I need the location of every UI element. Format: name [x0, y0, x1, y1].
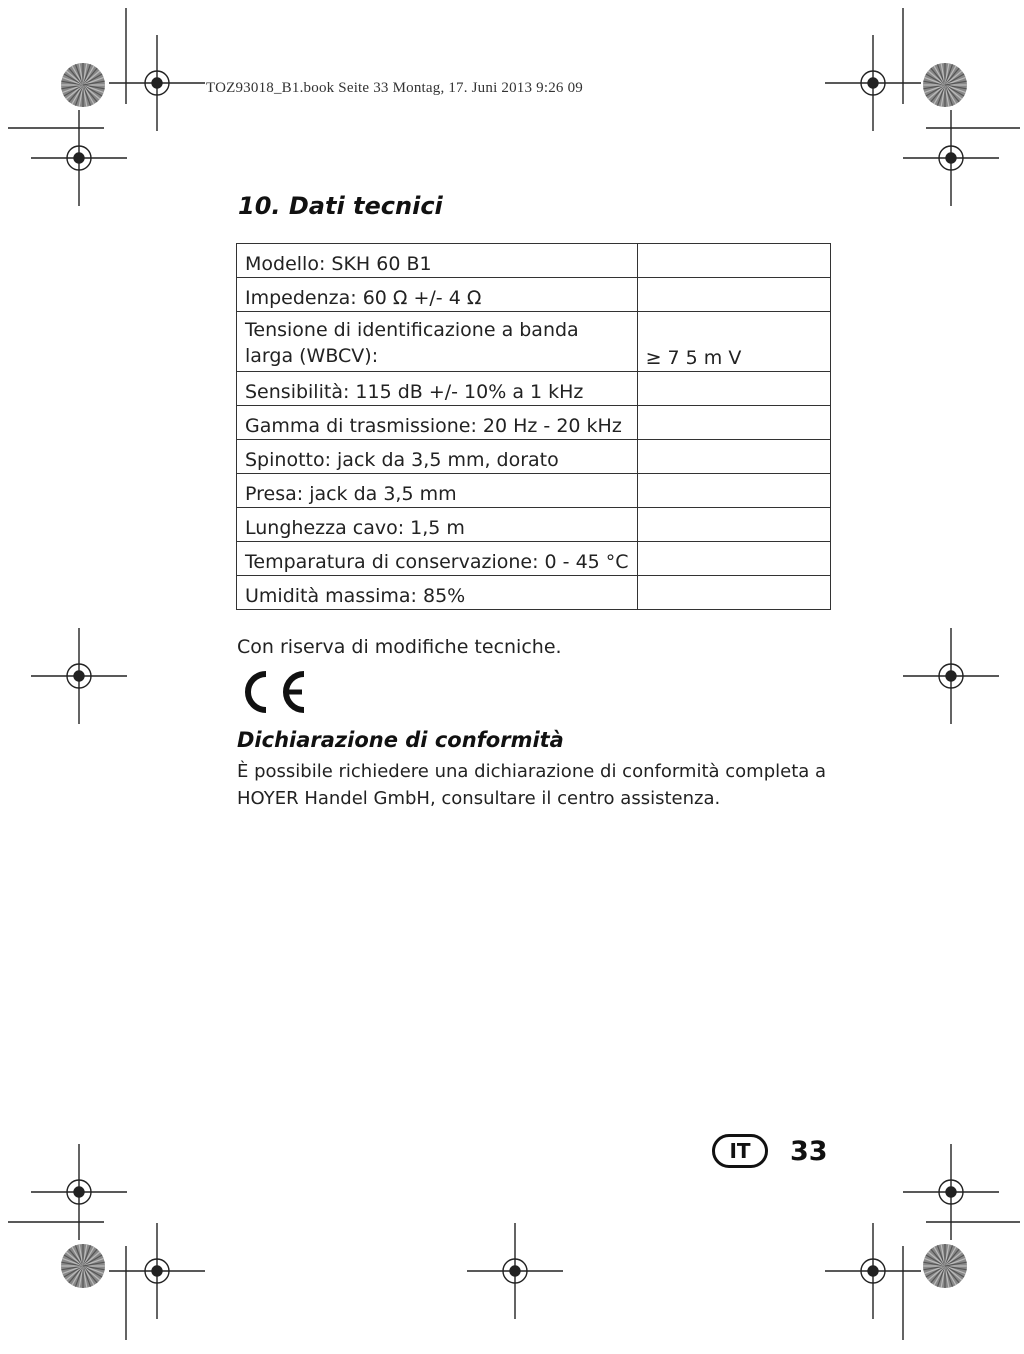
spec-value	[637, 244, 830, 278]
spec-row-range	[237, 406, 831, 440]
page-footer	[712, 1134, 828, 1168]
registration-crosshair-icon	[31, 628, 127, 724]
declaration-title: Dichiarazione di conformità	[237, 728, 564, 752]
spec-row-wbcv	[237, 312, 831, 372]
spec-row-sensitivity	[237, 372, 831, 406]
spec-label: Lunghezza cavo: 1,5 m	[237, 508, 638, 542]
registration-crosshair-icon	[903, 1144, 999, 1240]
page-number: 33	[790, 1135, 828, 1167]
spec-label: Modello: SKH 60 B1	[237, 244, 638, 278]
registration-crosshair-icon	[467, 1223, 563, 1319]
spec-value	[637, 440, 830, 474]
registration-crosshair-icon	[903, 628, 999, 724]
spec-label: Temparatura di conservazione: 0 - 45 °C	[237, 542, 638, 576]
registration-crosshair-icon	[31, 110, 127, 206]
spec-value	[637, 576, 830, 610]
registration-crosshair-icon	[825, 1223, 921, 1319]
color-rosette-icon	[923, 1244, 967, 1288]
spec-label: Sensibilità: 115 dB +/- 10% a 1 kHz	[237, 372, 638, 406]
spec-value	[637, 474, 830, 508]
spec-label: Spinotto: jack da 3,5 mm, dorato	[237, 440, 638, 474]
registration-crosshair-icon	[903, 110, 999, 206]
spec-value: ≥ 7 5 m V	[637, 312, 830, 372]
declaration-text: È possibile richiedere una dichiarazione di conformità completa a HOYER Handel GmbH, consultare il centro assistenza.	[237, 761, 827, 809]
registration-crosshair-icon	[825, 35, 921, 131]
spec-table	[236, 243, 831, 610]
spec-row-socket	[237, 474, 831, 508]
spec-value	[637, 542, 830, 576]
spec-value	[637, 508, 830, 542]
registration-crosshair-icon	[109, 1223, 205, 1319]
color-rosette-icon	[923, 63, 967, 107]
language-badge: IT	[712, 1134, 768, 1168]
spec-value	[637, 406, 830, 440]
spec-row-plug	[237, 440, 831, 474]
spec-label: Umidità massima: 85%	[237, 576, 638, 610]
spec-row-impedance	[237, 278, 831, 312]
spec-row-cable	[237, 508, 831, 542]
spec-value	[637, 278, 830, 312]
ce-mark-icon	[236, 668, 312, 716]
technical-changes-notice: Con riserva di modifiche tecniche.	[237, 636, 562, 658]
spec-row-storage-temp	[237, 542, 831, 576]
spec-label: Presa: jack da 3,5 mm	[237, 474, 638, 508]
color-rosette-icon	[61, 63, 105, 107]
spec-value	[637, 372, 830, 406]
print-header: TOZ93018_B1.book Seite 33 Montag, 17. Juni 2013 9:26 09	[206, 80, 583, 96]
section-title: 10. Dati tecnici	[238, 192, 443, 220]
registration-crosshair-icon	[31, 1144, 127, 1240]
spec-row-model	[237, 244, 831, 278]
spec-label: Gamma di trasmissione: 20 Hz - 20 kHz	[237, 406, 638, 440]
spec-label: Impedenza: 60 Ω +/- 4 Ω	[237, 278, 638, 312]
color-rosette-icon	[61, 1244, 105, 1288]
spec-label: Tensione di identificazione a banda larga (WBCV):	[237, 312, 638, 372]
spec-row-humidity	[237, 576, 831, 610]
registration-crosshair-icon	[109, 35, 205, 131]
